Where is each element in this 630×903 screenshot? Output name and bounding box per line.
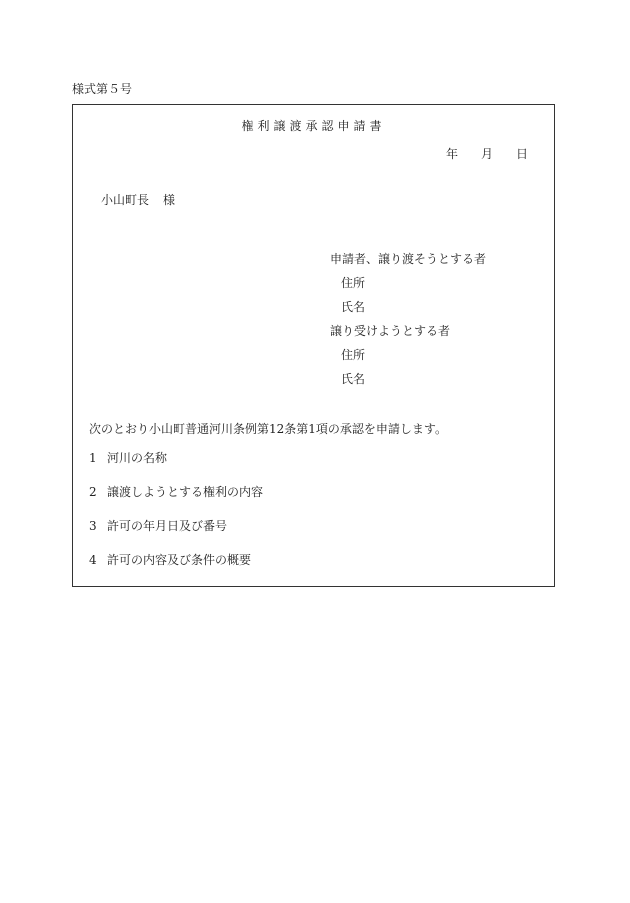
transferee-heading: 譲り受けようとする者	[330, 324, 451, 338]
item-number: 1	[89, 451, 97, 465]
application-statement: 次のとおり小山町普通河川条例第12条第1項の承認を申請します。	[89, 422, 447, 436]
list-item	[89, 551, 263, 585]
item-number: 4	[89, 553, 97, 567]
applicant-block	[330, 252, 486, 396]
item-label: 許可の年月日及び番号	[107, 519, 228, 533]
date-month-label: 月	[481, 147, 494, 161]
item-label: 河川の名称	[107, 451, 168, 465]
list-item	[89, 449, 263, 483]
item-list	[89, 449, 263, 585]
transferor-address-label: 住所	[341, 276, 366, 290]
application-form-frame	[72, 104, 555, 587]
item-label: 譲渡しようとする権利の内容	[107, 485, 264, 499]
addressee-name: 小山町長	[101, 193, 150, 207]
date-year-label: 年	[446, 147, 459, 161]
date-day-label: 日	[516, 147, 529, 161]
list-item	[89, 517, 263, 551]
addressee-honorific: 様	[163, 193, 176, 207]
form-number: 様式第５号	[72, 82, 133, 96]
addressee	[101, 191, 175, 208]
transferor-heading: 申請者、譲り渡そうとする者	[330, 252, 487, 266]
item-label: 許可の内容及び条件の概要	[107, 553, 252, 567]
transferee-address-label: 住所	[341, 348, 366, 362]
list-item	[89, 483, 263, 517]
form-title: 権利譲渡承認申請書	[241, 119, 386, 133]
item-number: 3	[89, 519, 97, 533]
item-number: 2	[89, 485, 97, 499]
transferor-name-label: 氏名	[341, 300, 366, 314]
transferee-name-label: 氏名	[341, 372, 366, 386]
